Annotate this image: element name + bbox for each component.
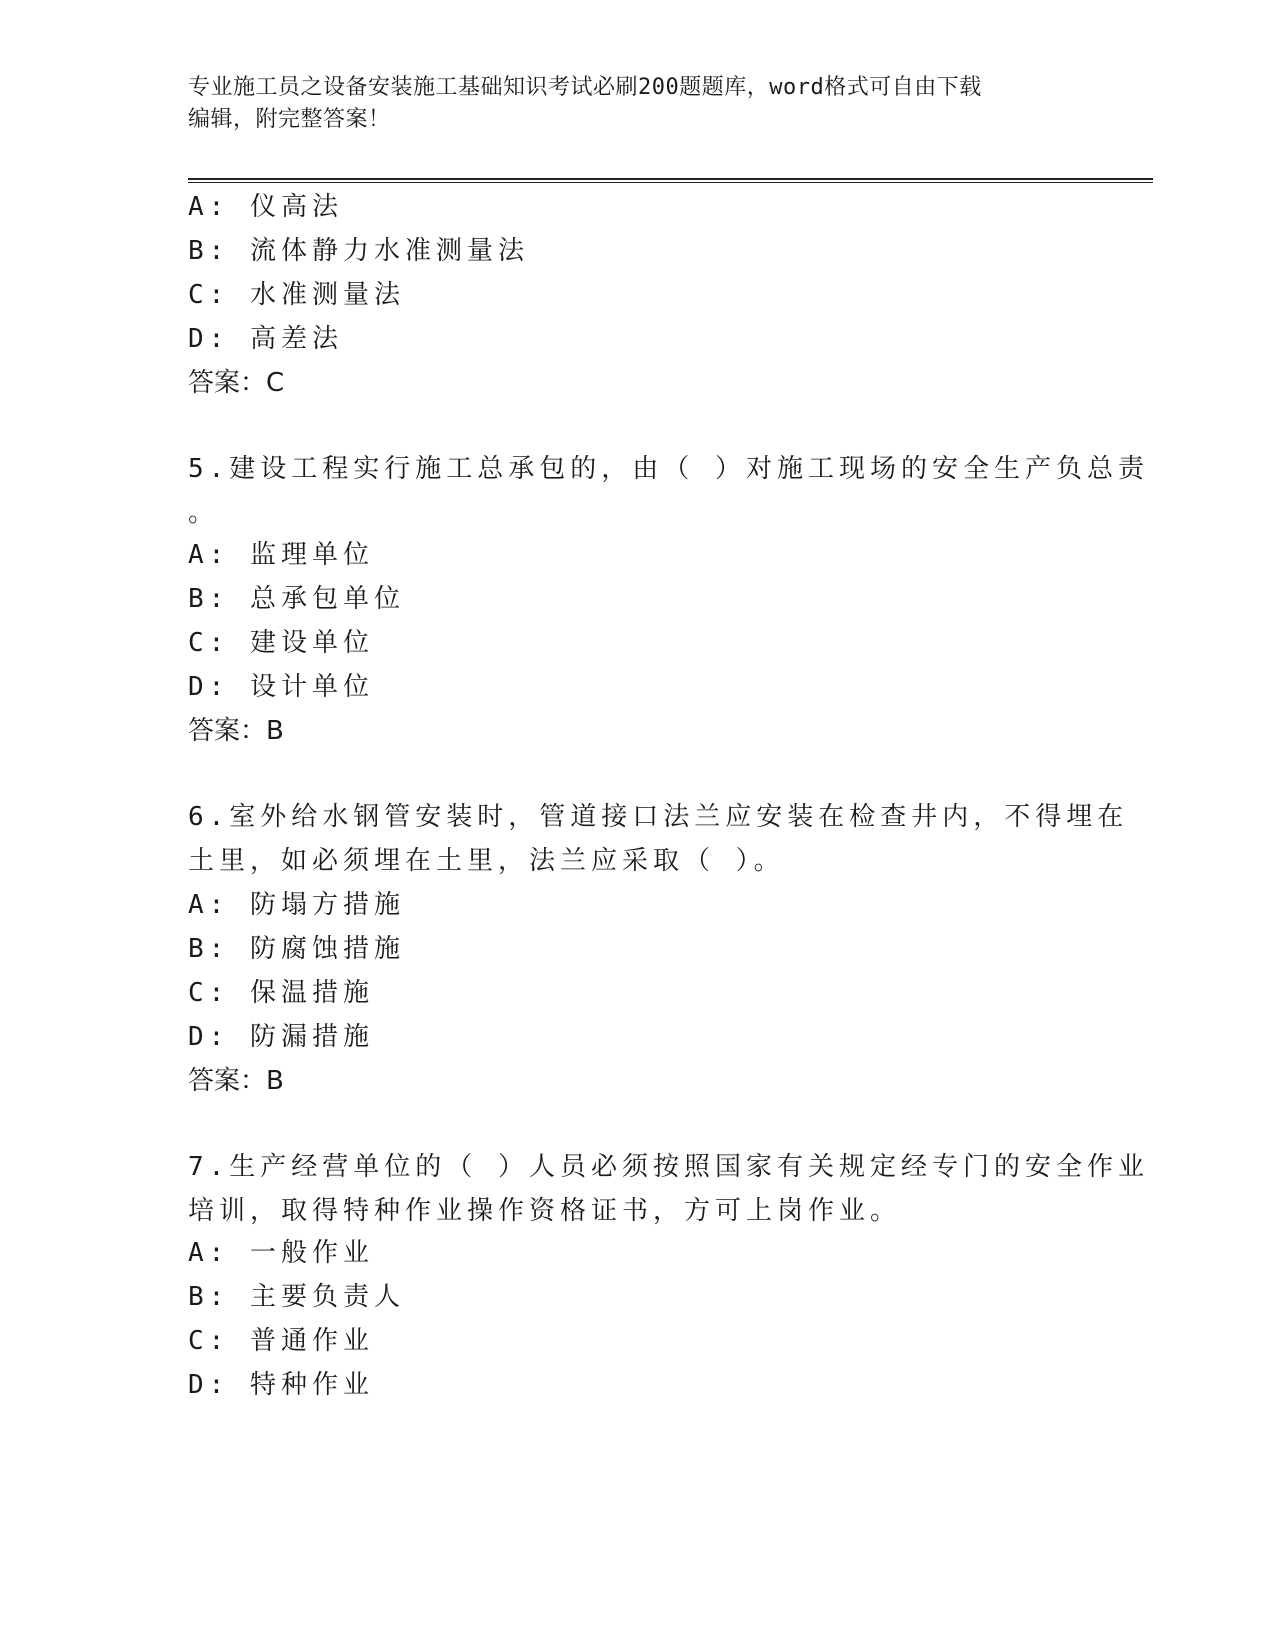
q6-option-b: B: 防腐蚀措施 [188,934,405,964]
q4-answer: 答案：C [188,368,285,398]
q5-answer: 答案：B [188,716,284,746]
header-divider [188,178,1153,183]
q6-option-a: A: 防塌方措施 [188,890,405,920]
q7-option-b: B: 主要负责人 [188,1282,405,1312]
document-header [188,72,1068,136]
q6-answer: 答案：B [188,1066,284,1096]
q4-option-b: B: 流体静力水准测量法 [188,236,529,266]
q5-option-c: C: 建设单位 [188,628,374,658]
q6-question-line-2: 土里，如必须埋在土里，法兰应采取（ ）。 [188,846,785,876]
q6-question-line-1: 6.室外给水钢管安装时，管道接口法兰应安装在检查井内，不得埋在 [188,802,1129,832]
q5-option-b: B: 总承包单位 [188,584,405,614]
q6-option-d: D: 防漏措施 [188,1022,374,1052]
q7-option-d: D: 特种作业 [188,1370,374,1400]
q7-question-line-2: 培训，取得特种作业操作资格证书，方可上岗作业。 [188,1196,902,1226]
q7-option-c: C: 普通作业 [188,1326,374,1356]
q4-option-a: A: 仪高法 [188,192,343,222]
header-line-2: 编辑，附完整答案！ [188,107,391,132]
q5-question-line-2: 。 [188,498,220,528]
q7-question-line-1: 7.生产经营单位的（ ）人员必须按照国家有关规定经专门的安全作业 [188,1152,1149,1182]
q5-option-a: A: 监理单位 [188,540,374,570]
q7-option-a: A: 一般作业 [188,1238,374,1268]
q6-option-c: C: 保温措施 [188,978,374,1008]
header-line-1: 专业施工员之设备安装施工基础知识考试必刷200题题库，word格式可自由下载 [188,75,982,100]
q5-question-line-1: 5.建设工程实行施工总承包的，由（ ）对施工现场的安全生产负总责 [188,454,1149,484]
q5-option-d: D: 设计单位 [188,672,374,702]
q4-option-d: D: 高差法 [188,324,343,354]
q4-option-c: C: 水准测量法 [188,280,405,310]
